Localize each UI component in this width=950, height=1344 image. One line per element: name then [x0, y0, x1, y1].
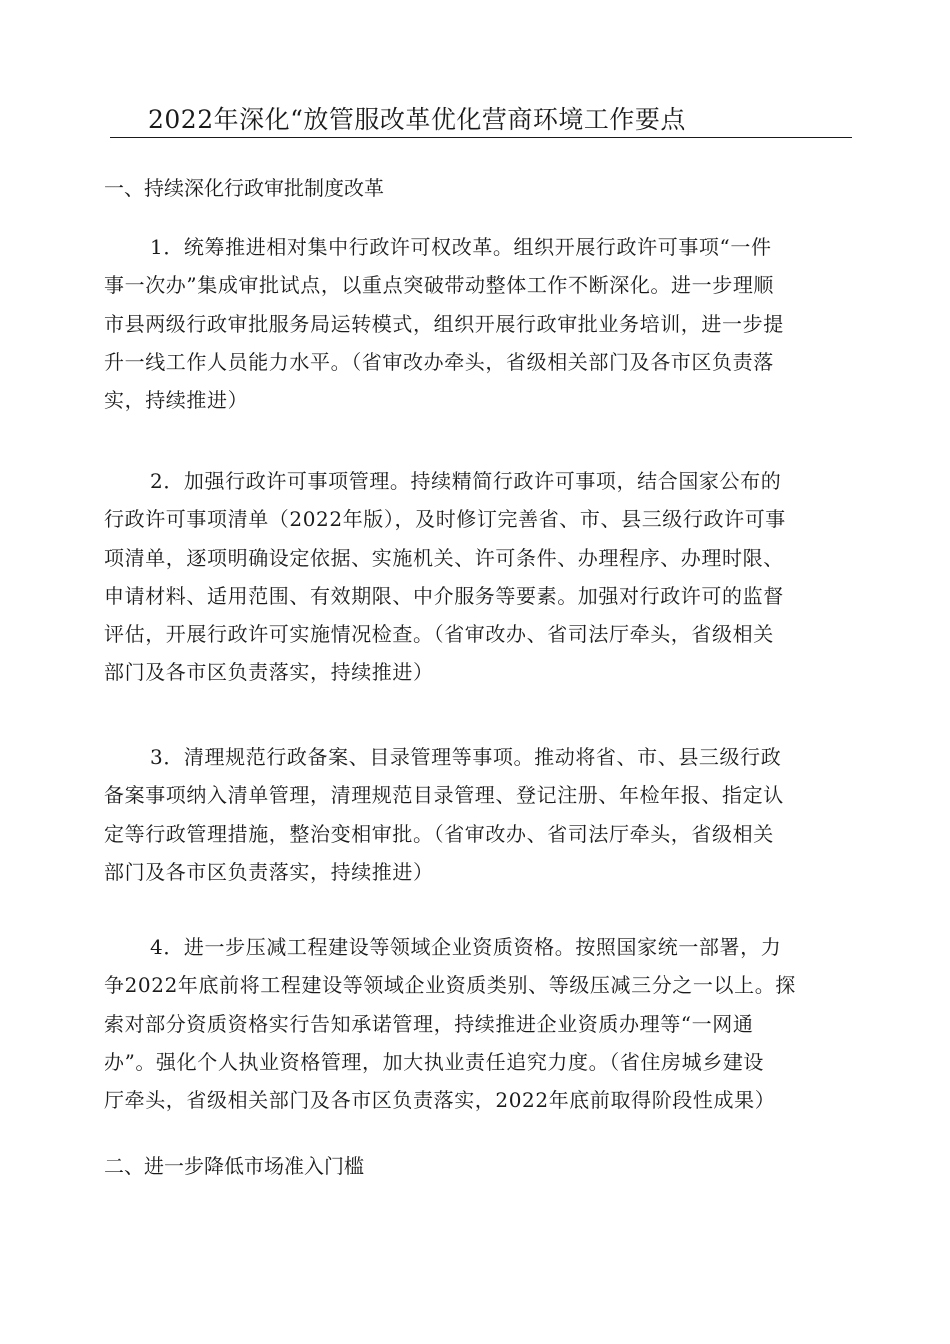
paragraph-line: 1．统筹推进相对集中行政许可权改革。组织开展行政许可事项“一件	[150, 235, 772, 259]
paragraph-line: 升一线工作人员能力水平。（省审改办牵头，省级相关部门及各市区负责落	[104, 349, 774, 374]
section-heading-1: 一、持续深化行政审批制度改革	[104, 176, 384, 200]
paragraph-line: 实，持续推进）	[104, 388, 249, 413]
paragraph-item-2	[104, 462, 849, 692]
paragraph-line: 争2022年底前将工程建设等领域企业资质类别、等级压减三分之一以上。探	[104, 973, 796, 998]
paragraph-line: 行政许可事项清单（2022年版），及时修订完善省、市、县三级行政许可事	[104, 507, 786, 532]
paragraph-line: 3．清理规范行政备案、目录管理等事项。推动将省、市、县三级行政	[150, 745, 782, 769]
paragraph-line: 评估，开展行政许可实施情况检查。（省审改办、省司法厅牵头，省级相关	[104, 622, 774, 647]
paragraph-line: 2．加强行政许可事项管理。持续精简行政许可事项，结合国家公布的	[150, 469, 782, 493]
paragraph-line: 事一次办”集成审批试点，以重点突破带动整体工作不断深化。进一步理顺	[104, 273, 775, 298]
paragraph-line: 部门及各市区负责落实，持续推进）	[104, 859, 434, 884]
paragraph-line: 市县两级行政审批服务局运转模式，组织开展行政审批业务培训，进一步提	[104, 311, 784, 336]
paragraph-line: 定等行政管理措施，整治变相审批。（省审改办、省司法厅牵头，省级相关	[104, 821, 774, 846]
document-title	[110, 104, 850, 136]
paragraph-line: 部门及各市区负责落实，持续推进）	[104, 660, 434, 685]
paragraph-line: 申请材料、适用范围、有效期限、中介服务等要素。加强对行政许可的监督	[104, 583, 784, 608]
paragraph-line: 4．进一步压减工程建设等领域企业资质资格。按照国家统一部署，力	[150, 935, 782, 959]
section-heading-2: 二、进一步降低市场准入门槛	[104, 1154, 364, 1178]
title-underline	[110, 137, 852, 138]
paragraph-item-4	[104, 928, 849, 1119]
paragraph-line: 项清单，逐项明确设定依据、实施机关、许可条件、办理程序、办理时限、	[104, 545, 784, 570]
paragraph-line: 厅牵头，省级相关部门及各市区负责落实，2022年底前取得阶段性成果）	[104, 1088, 776, 1113]
paragraph-line: 备案事项纳入清单管理，清理规范目录管理、登记注册、年检年报、指定认	[104, 783, 784, 808]
paragraph-item-1	[104, 228, 849, 419]
document-title-text: 2022年深化“放管服改革优化营商环境工作要点	[148, 105, 686, 134]
paragraph-line: 办”。强化个人执业资格管理，加大执业责任追究力度。（省住房城乡建设	[104, 1049, 765, 1074]
paragraph-item-3	[104, 738, 849, 891]
paragraph-line: 索对部分资质资格实行告知承诺管理，持续推进企业资质办理等“一网通	[104, 1011, 754, 1036]
